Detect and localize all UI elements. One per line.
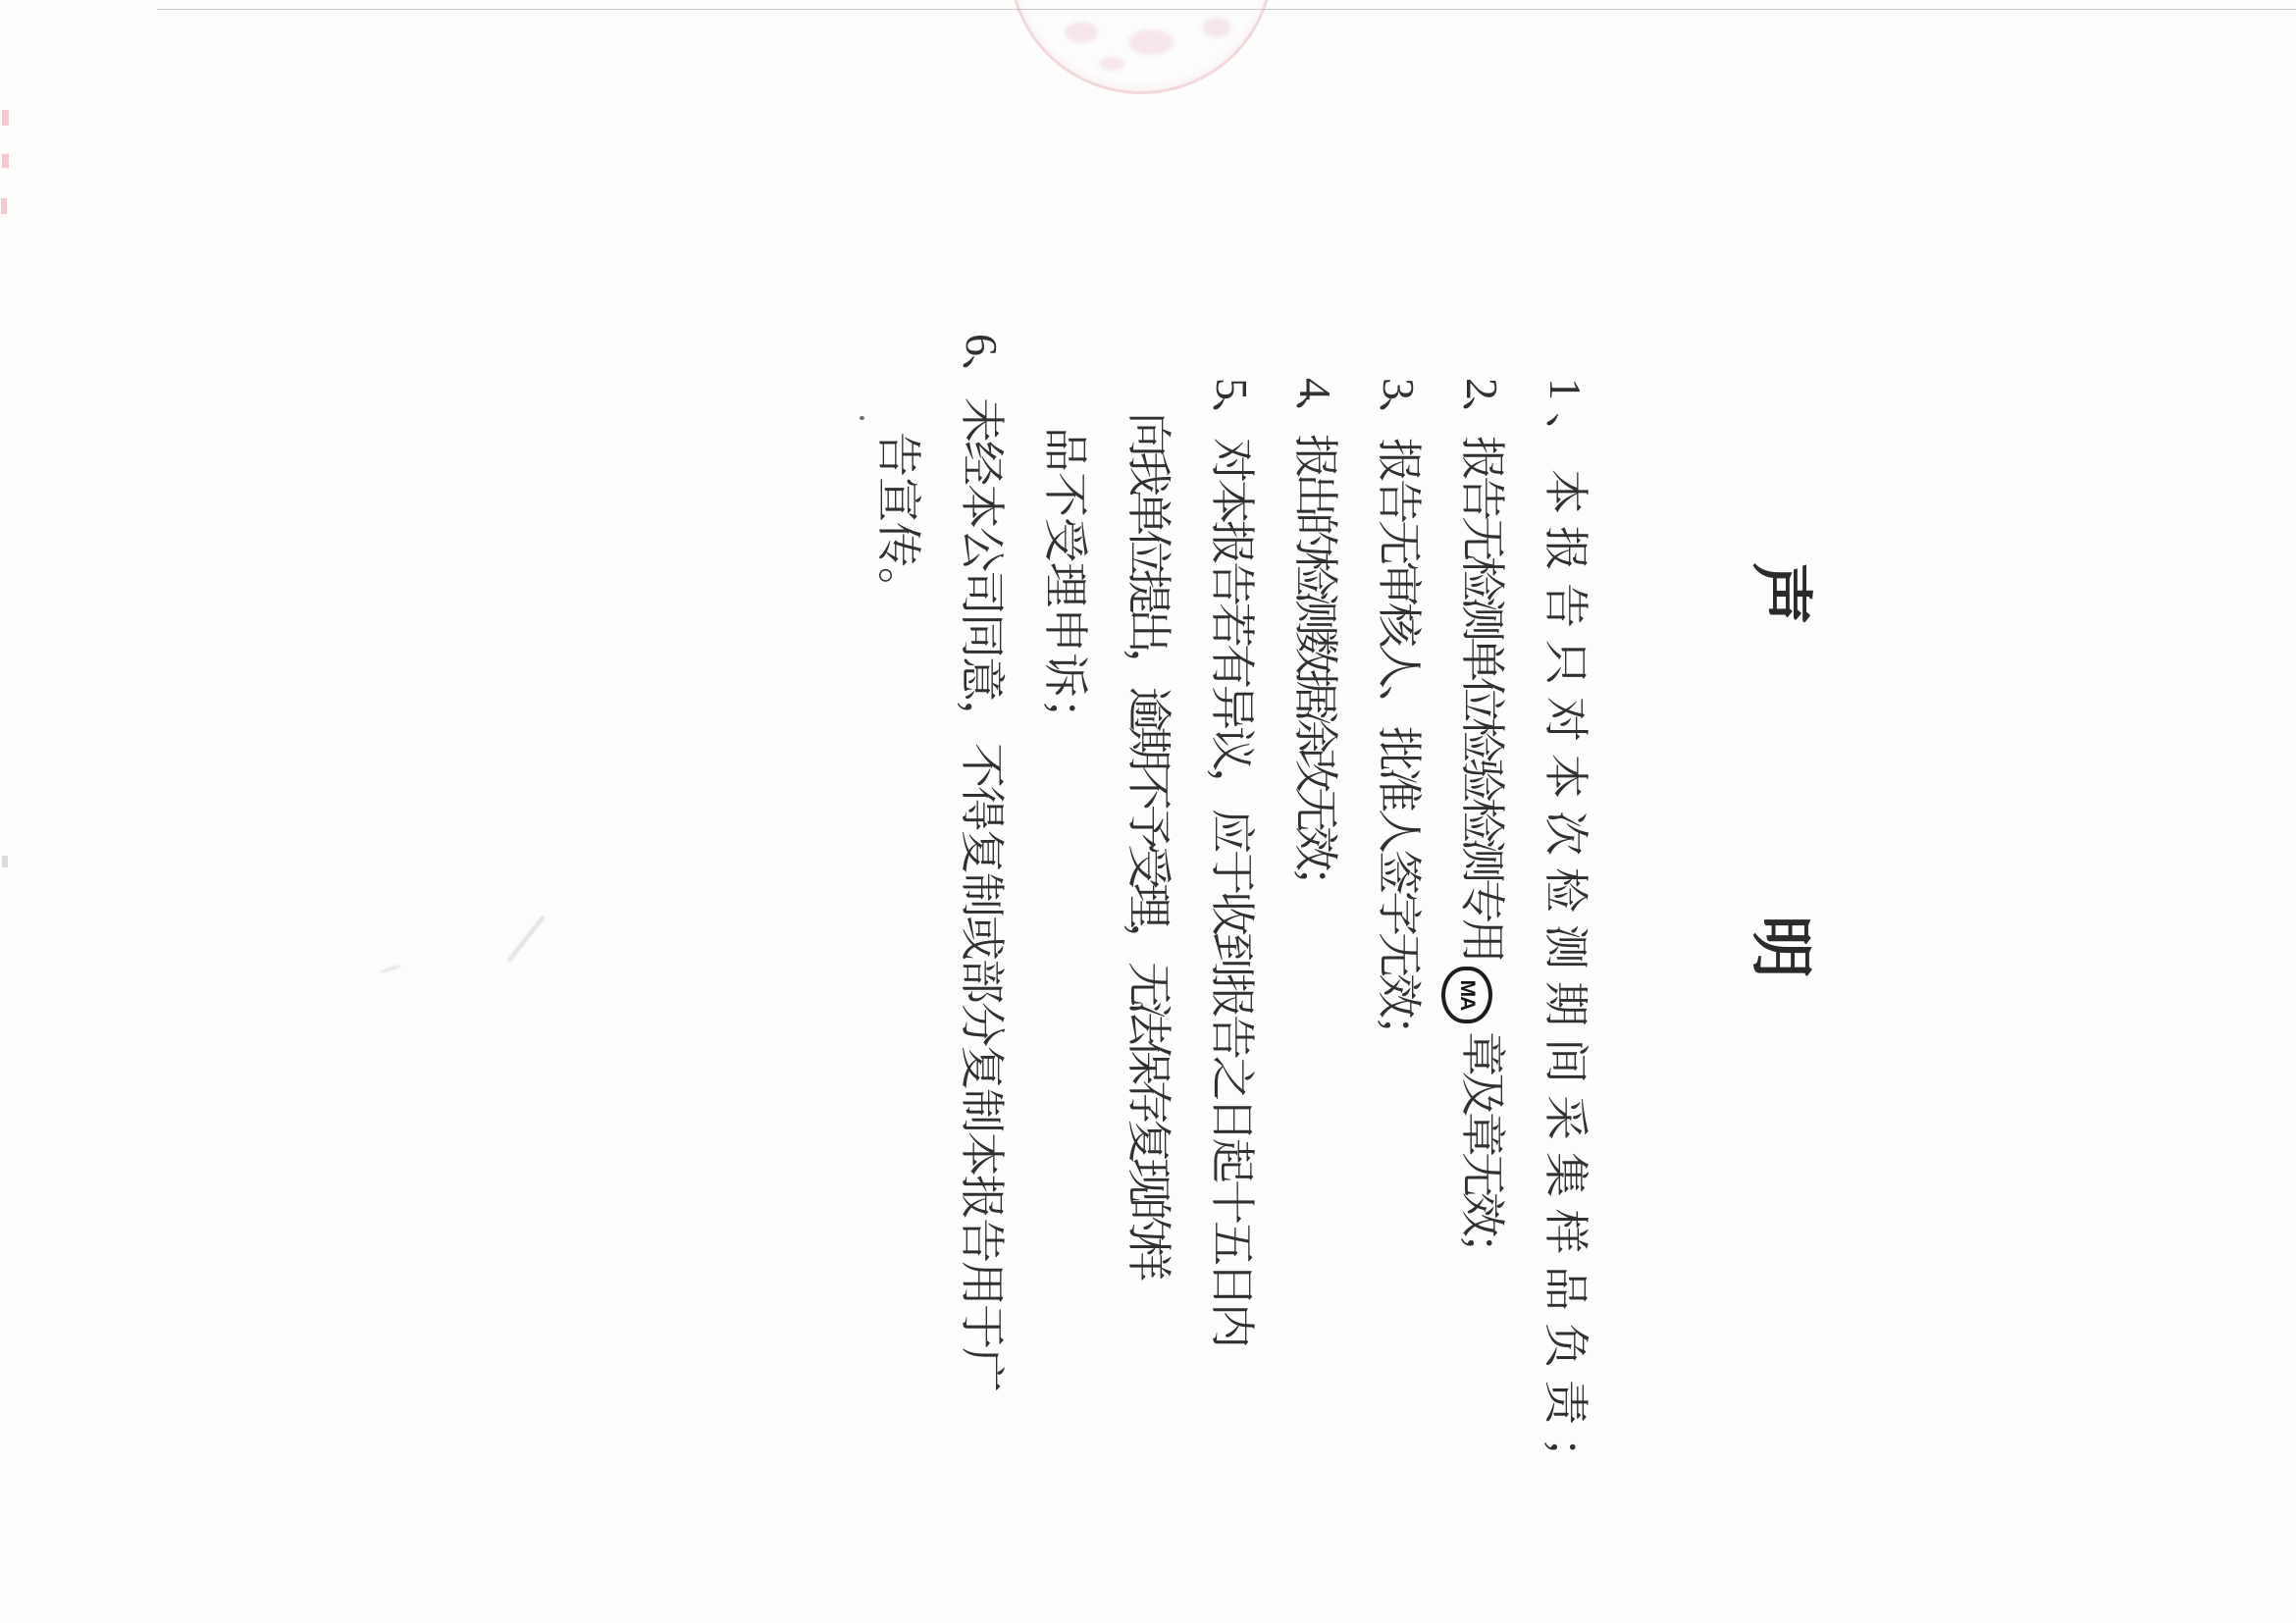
title-char: 明	[1746, 916, 1815, 978]
declaration-line-5-cont2: 品不受理申诉；	[1040, 427, 1090, 743]
title-char: 声	[1746, 562, 1815, 625]
cma-mark-badge: MA	[1441, 967, 1492, 1023]
declaration-line-6-cont: 告宣传。	[873, 432, 923, 612]
declaration-line-3: 3、报告无审核人、批准人签字无效；	[1374, 378, 1424, 1056]
declaration-line-6: 6、未经本公司同意，不得复制或部分复制本报告用于广	[957, 334, 1007, 1390]
declaration-line-4: 4、报出的检测数据涂改无效；	[1290, 378, 1340, 905]
page-title	[1746, 0, 1831, 1623]
declaration-line-1: 1、本报告只对本次检测期间采集样品负责；	[1540, 378, 1591, 1493]
declaration-line-5-cont: 向我单位提出，逾期不予受理，无法保存复现的样	[1123, 412, 1174, 1276]
declaration-line-2-post: 章及章无效；	[1457, 1031, 1507, 1273]
declaration-line-2	[1441, 378, 1511, 1273]
declaration-line-2-pre: 2、报告无检测单位检验检测专用	[1457, 378, 1507, 959]
declaration-line-5: 5、对本报告若有异议，应于收到报告之日起十五日内	[1207, 378, 1257, 1344]
